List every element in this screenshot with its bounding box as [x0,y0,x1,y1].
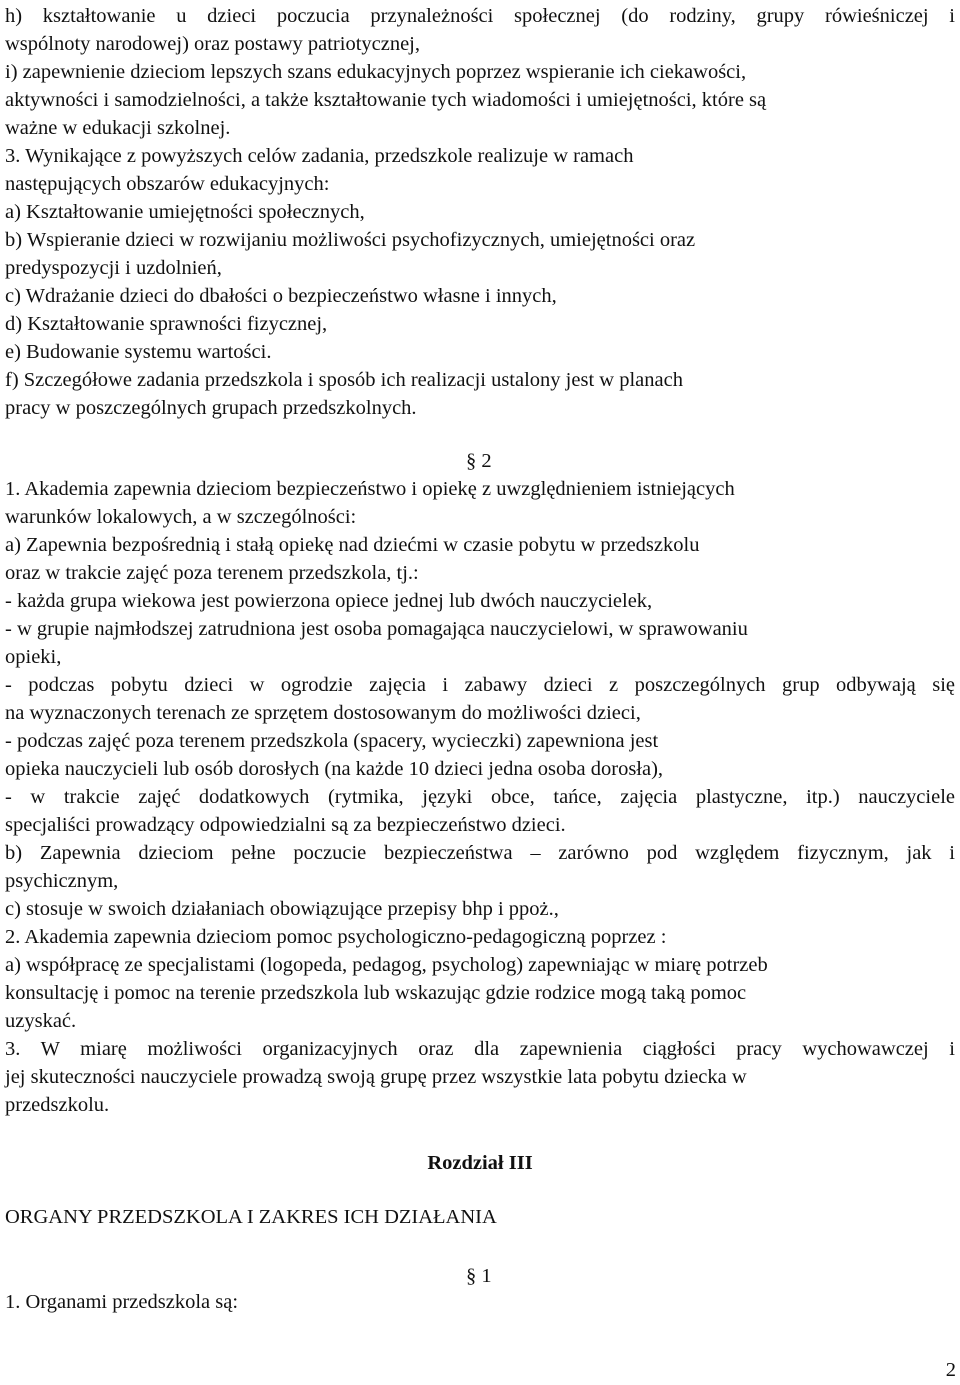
page-number: 2 [945,1359,956,1381]
chapter-title: Rozdział III [427,1152,533,1174]
text-line: c) Wdrażanie dzieci do dbałości o bezpieczeństwo własne i innych, [5,285,557,307]
text-line: 3. W miarę możliwości organizacyjnych oraz dla zapewnienia ciągłości pracy wychowawczej i [5,1038,955,1060]
text-line: opieka nauczycieli lub osób dorosłych (na każde 10 dzieci jedna osoba dorosła), [5,758,664,780]
text-line: wspólnoty narodowej) oraz postawy patriotycznej, [5,33,421,55]
text-line: - podczas zajęć poza terenem przedszkola (spacery, wycieczki) zapewniona jest [5,730,659,752]
text-line: konsultację i pomoc na terenie przedszkola lub wskazując gdzie rodzice mogą taką pomoc [5,982,747,1004]
text-line: predyspozycji i uzdolnień, [5,257,222,279]
text-line: przedszkolu. [5,1094,110,1116]
text-line: a) współpracę ze specjalistami (logopeda, pedagog, psycholog) zapewniając w miarę potrzeb [5,954,768,976]
text-line: d) Kształtowanie sprawności fizycznej, [5,313,328,335]
text-line: b) Zapewnia dzieciom pełne poczucie bezpieczeństwa – zarówno pod względem fizycznym, jak i [5,842,955,864]
text-line: 1. Akademia zapewnia dzieciom bezpieczeństwo i opiekę z uwzględnieniem istniejących [5,478,735,500]
section-sign-heading: § 2 [466,450,492,472]
text-line: f) Szczegółowe zadania przedszkola i sposób ich realizacji ustalony jest w planach [5,369,683,391]
text-line: a) Kształtowanie umiejętności społecznych, [5,201,365,223]
text-line: b) Wspieranie dzieci w rozwijaniu możliwości psychofizycznych, umiejętności oraz [5,229,696,251]
text-line: e) Budowanie systemu wartości. [5,341,272,363]
text-line: jej skuteczności nauczyciele prowadzą swoją grupę przez wszystkie lata pobytu dziecka w [5,1066,747,1088]
text-line: następujących obszarów edukacyjnych: [5,173,330,195]
text-line: a) Zapewnia bezpośrednią i stałą opiekę nad dziećmi w czasie pobytu w przedszkolu [5,534,700,556]
text-line: na wyznaczonych terenach ze sprzętem dostosowanym do możliwości dzieci, [5,702,641,724]
section-sign-heading: § 1 [466,1265,492,1287]
text-line: opieki, [5,646,62,668]
text-line: - podczas pobytu dzieci w ogrodzie zajęcia i zabawy dzieci z poszczególnych grup odbywają się [5,674,955,696]
text-line: i) zapewnienie dzieciom lepszych szans edukacyjnych poprzez wspieranie ich ciekawości, [5,61,747,83]
text-line: c) stosuje w swoich działaniach obowiązujące przepisy bhp i ppoż., [5,898,559,920]
text-line: 2. Akademia zapewnia dzieciom pomoc psychologiczno-pedagogiczną poprzez : [5,926,667,948]
text-line: psychicznym, [5,870,119,892]
text-line: 3. Wynikające z powyższych celów zadania, przedszkole realizuje w ramach [5,145,634,167]
text-line: oraz w trakcie zajęć poza terenem przedszkola, tj.: [5,562,419,584]
text-line: h) kształtowanie u dzieci poczucia przynależności społecznej (do rodziny, grupy rówieśniczej i [5,5,955,27]
text-line: warunków lokalowych, a w szczególności: [5,506,357,528]
text-line: - każda grupa wiekowa jest powierzona opiece jednej lub dwóch nauczycielek, [5,590,653,612]
text-line: - w trakcie zajęć dodatkowych (rytmika, języki obce, tańce, zajęcia plastyczne, itp.) nauczyciele [5,786,955,808]
text-line: specjaliści prowadzący odpowiedzialni są za bezpieczeństwo dzieci. [5,814,566,836]
text-line: ważne w edukacji szkolnej. [5,117,231,139]
text-line: - w grupie najmłodszej zatrudniona jest osoba pomagająca nauczycielowi, w sprawowaniu [5,618,748,640]
text-line: pracy w poszczególnych grupach przedszkolnych. [5,397,417,419]
text-line: aktywności i samodzielności, a także kształtowanie tych wiadomości i umiejętności, które są [5,89,767,111]
section-heading: ORGANY PRZEDSZKOLA I ZAKRES ICH DZIAŁANIA [5,1206,497,1228]
text-line: uzyskać. [5,1010,77,1032]
text-line: 1. Organami przedszkola są: [5,1291,239,1313]
